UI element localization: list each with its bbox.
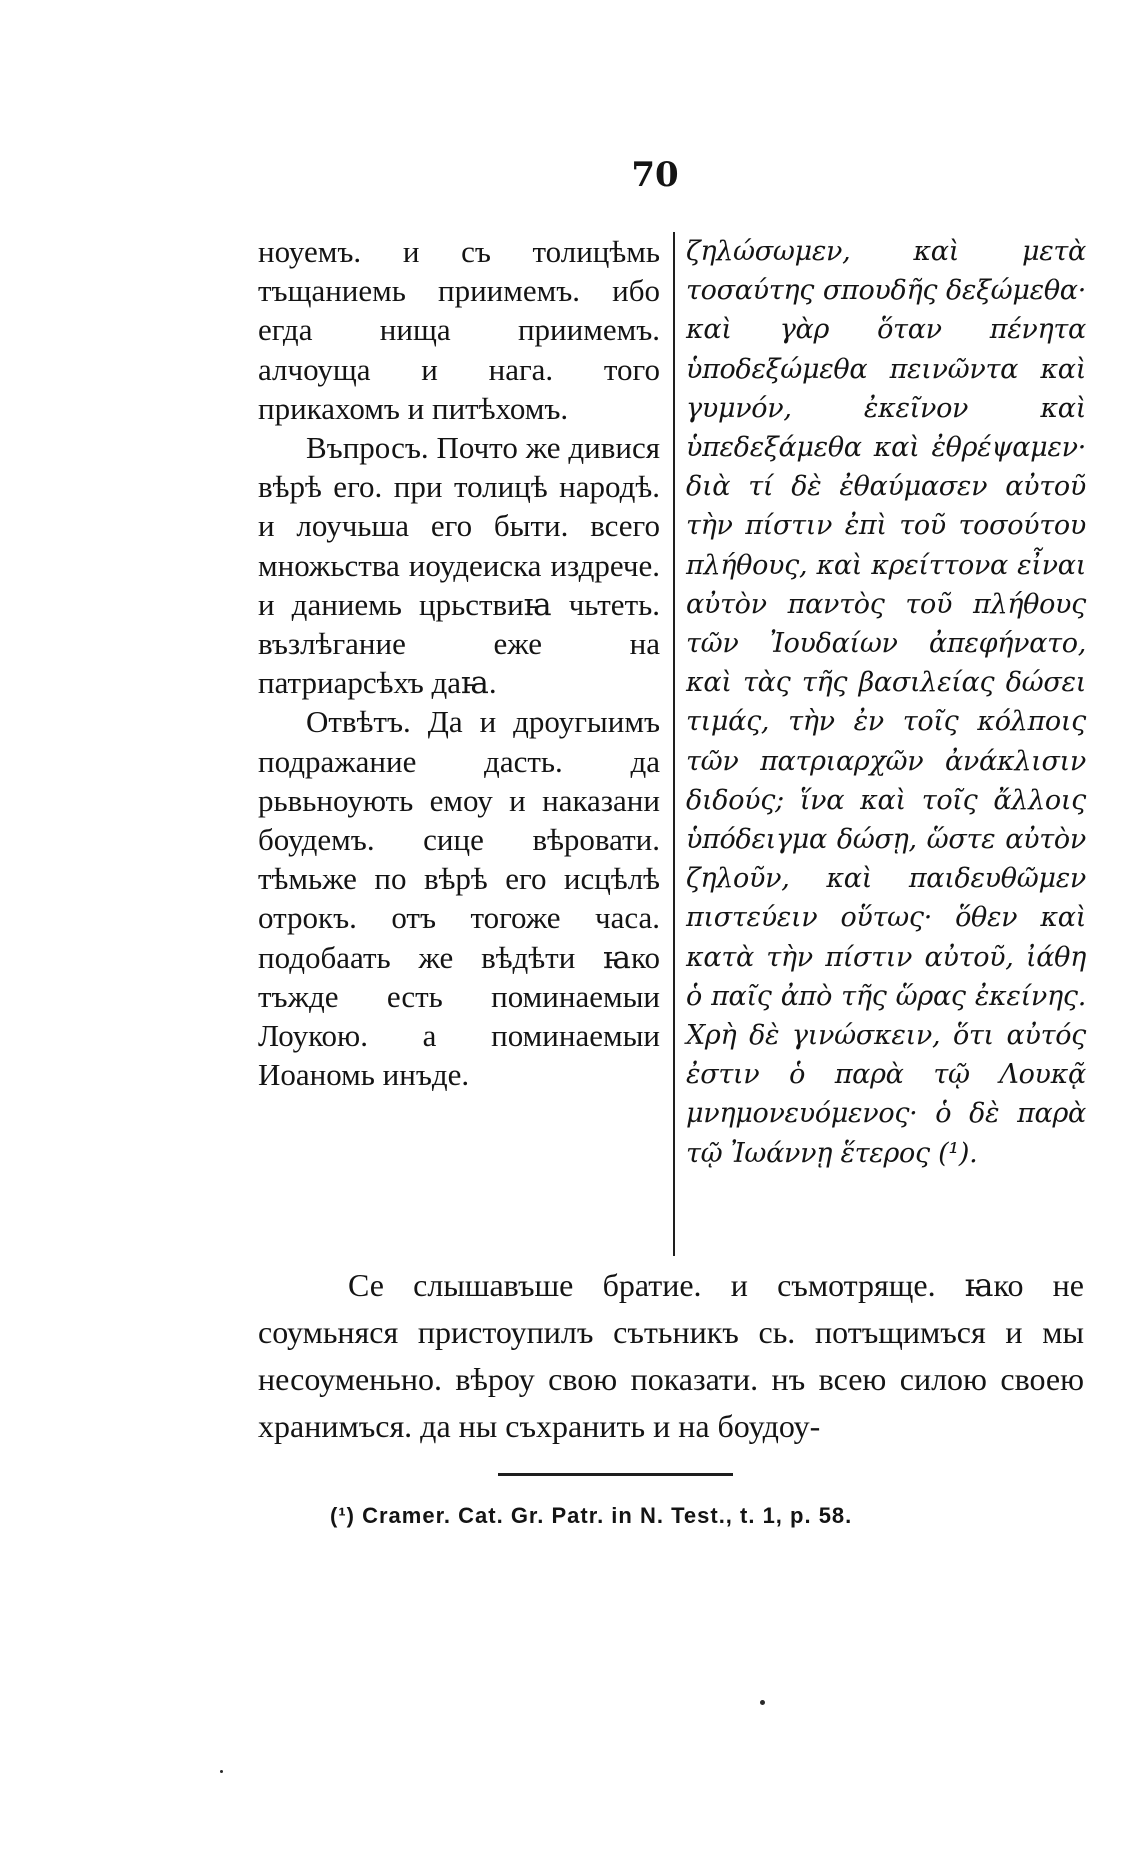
- left-paragraph-question: Въпросъ. Почто же дивися вѣрѣ его. при толицѣ народѣ. и лоучьша его быти. всего множьства иоудеиска издрече. и даниемь црьствиꙗ чьтеть. възлѣгание еже на патриарсѣхъ даꙗ.: [258, 430, 660, 701]
- right-column-greek: [686, 232, 1086, 1173]
- left-column-church-slavonic: [258, 232, 660, 1094]
- greek-text: ζηλώσωμεν, καὶ μετὰ τοσαύτης σπουδῆς δεξώμεθα· καὶ γὰρ ὅταν πένητα ὑποδεξώμεθα πεινῶντα καὶ γυμνόν, ἐκεῖνον καὶ ὑπεδεξάμεθα καὶ ἐθρέψαμεν· διὰ τί δὲ ἐθαύμασεν αὐτοῦ τὴν πίστιν ἐπὶ τοῦ τοσούτου πλήθους, καὶ κρείττονα εἶναι αὐτὸν παντὸς τοῦ πλήθους τῶν Ἰουδαίων ἀπεφήνατο, καὶ τὰς τῆς βασιλείας δώσει τιμάς, τὴν ἐν τοῖς κόλποις τῶν πατριαρχῶν ἀνάκλισιν διδούς; ἵνα καὶ τοῖς ἄλλοις ὑπόδειγμα δώσῃ, ὥστε αὐτὸν ζηλοῦν, καὶ παιδευθῶμεν πιστεύειν οὕτως· ὅθεν καὶ κατὰ τὴν πίστιν αὐτοῦ, ἰάθη ὁ παῖς ἀπὸ τῆς ὥρας ἐκείνης. Χρὴ δὲ γινώσκειν, ὅτι αὐτός ἐστιν ὁ παρὰ τῷ Λουκᾷ μνημονευόμενος· ὁ δὲ παρὰ τῷ Ἰωάννῃ ἕτερος: [686, 236, 1086, 1169]
- left-paragraph-1: ноуемъ. и съ толицѣмь тъщаниемь приимемъ. ибо егда нища приимемъ. алчоуща и нага. того прикахомъ и питѣхомъ.: [258, 234, 660, 426]
- bottom-paragraph: Се слышавъше братие. и съмотряще. ꙗко не соумьняся пристоупилъ сътьникъ сь. потъщимъся и мы несоуменьно. вѣроу свою показати. нъ всею силою своею хранимъся. да ны съхранить и на боудоу-: [258, 1267, 1084, 1444]
- left-paragraph-answer: Отвѣтъ. Да и дроугыимъ подражание дасть. да рьвьноують емоу и наказани боудемъ. сице вѣровати. тѣмьже по вѣрѣ его исцѣлѣ отрокъ. отъ тогоже часа. подобаать же вѣдѣти ꙗко тъжде есть поминаемыи Лоукою. а поминаемыи Иоаномь инъде.: [258, 704, 660, 1093]
- footnote-citation: (¹) Cramer. Cat. Gr. Patr. in N. Test., t. 1, p. 58.: [330, 1503, 853, 1528]
- print-speck-1: [760, 1700, 765, 1705]
- footnote-rule: [498, 1473, 733, 1476]
- column-divider: [673, 232, 675, 1256]
- page-number: 70: [631, 155, 679, 195]
- footnote-marker: (¹).: [938, 1137, 978, 1169]
- print-speck-2: [220, 1770, 223, 1773]
- right-paragraph-greek: [686, 232, 1086, 1173]
